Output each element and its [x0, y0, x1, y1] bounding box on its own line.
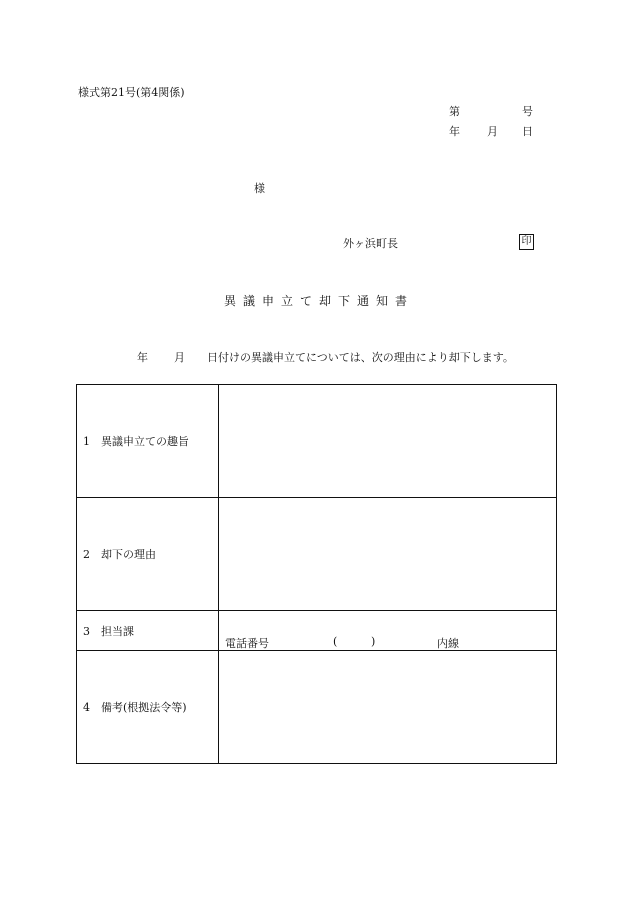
- remarks-field[interactable]: [219, 651, 557, 764]
- phone-label: 電話番号: [225, 637, 269, 650]
- row-number: 1: [83, 435, 90, 448]
- row-label-remarks: [77, 651, 219, 764]
- row-label: 担当課: [101, 624, 134, 638]
- table-row: [77, 611, 557, 651]
- document-title: 異議申立て却下通知書: [223, 294, 414, 308]
- row-label: 異議申立ての趣旨: [101, 435, 189, 448]
- form-number: 様式第21号(第4関係): [78, 86, 185, 99]
- body-year-label: 年: [137, 351, 148, 364]
- decision-table: [76, 384, 557, 764]
- phone-line: [225, 635, 525, 649]
- row-number: 2: [83, 548, 90, 561]
- phone-open-paren: (: [333, 635, 338, 648]
- body-text: 日付けの異議申立てについては、次の理由により却下します。: [207, 351, 514, 364]
- row-number: 3: [83, 624, 90, 638]
- objection-purpose-field[interactable]: [219, 385, 557, 498]
- row-label-dismissal-reason: [77, 498, 219, 611]
- date-day-label: 日: [522, 125, 533, 138]
- row-number: 4: [83, 701, 90, 714]
- phone-close-paren: ): [371, 635, 376, 648]
- body-month-label: 月: [174, 351, 185, 364]
- table-row: [77, 498, 557, 611]
- table-row: [77, 385, 557, 498]
- date-year-label: 年: [449, 125, 460, 138]
- table-row: [77, 651, 557, 764]
- issuer-title: 外ヶ浜町長: [343, 237, 398, 250]
- date-month-label: 月: [487, 125, 498, 138]
- row-label-objection-purpose: [77, 385, 219, 498]
- department-field[interactable]: [219, 611, 557, 651]
- document-number-prefix: 第: [449, 105, 460, 118]
- row-label: 備考(根拠法令等): [101, 701, 187, 714]
- seal-icon: 印: [519, 234, 534, 250]
- extension-label: 内線: [437, 637, 459, 650]
- document-number-suffix: 号: [522, 105, 533, 118]
- row-label: 却下の理由: [101, 548, 156, 561]
- row-label-department: [77, 611, 219, 651]
- addressee-honorific: 様: [254, 182, 265, 195]
- dismissal-reason-field[interactable]: [219, 498, 557, 611]
